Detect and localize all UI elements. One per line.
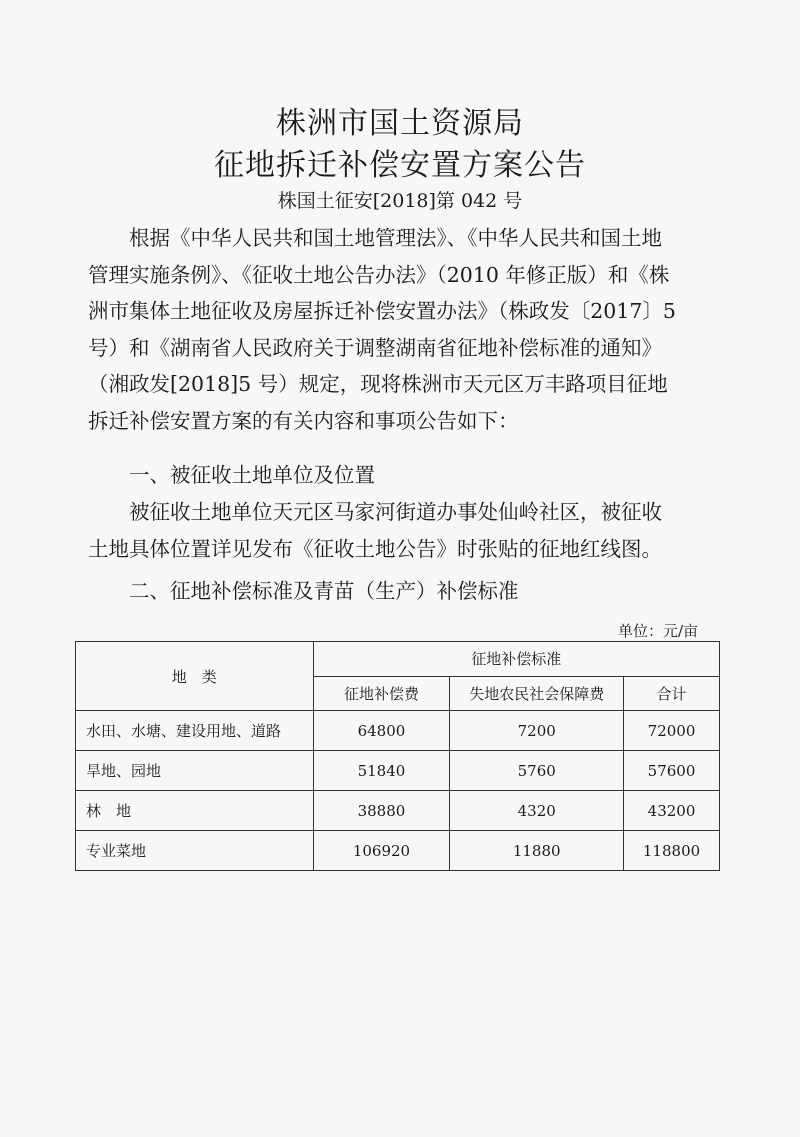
header-fee: 征地补偿费 — [313, 676, 450, 711]
table-row — [76, 791, 720, 831]
cell-land: 水田、水塘、建设用地、道路 — [76, 711, 314, 751]
section1-line: 土地具体位置详见发布《征收土地公告》时张贴的征地红线图。 — [88, 536, 662, 561]
cell-total: 72000 — [624, 711, 720, 751]
section1-paragraph — [88, 494, 718, 567]
header-land-type: 地 类 — [76, 642, 314, 711]
cell-fee: 106920 — [313, 831, 450, 871]
cell-total: 43200 — [624, 791, 720, 831]
compensation-table — [75, 641, 720, 871]
page-title: 株洲市国土资源局 — [276, 106, 524, 141]
intro-line: （湘政发[2018]5 号）规定，现将株洲市天元区万丰路项目征地 — [88, 372, 668, 396]
section2-heading: 二、征地补偿标准及青苗（生产）补偿标准 — [129, 579, 519, 603]
intro-line: 拆迁补偿安置方案的有关内容和事项公告如下： — [88, 408, 519, 433]
cell-social: 4320 — [450, 791, 624, 831]
cell-fee: 38880 — [313, 791, 450, 831]
section1-heading: 一、被征收土地单位及位置 — [129, 463, 375, 487]
cell-fee: 51840 — [313, 751, 450, 791]
cell-social: 11880 — [450, 831, 624, 871]
table-unit-label: 单位：元/亩 — [618, 622, 699, 640]
cell-fee: 64800 — [313, 711, 450, 751]
cell-social: 5760 — [450, 751, 624, 791]
table-header-row — [76, 642, 720, 677]
cell-total: 118800 — [624, 831, 720, 871]
intro-line: 号）和《湖南省人民政府关于调整湖南省征地补偿标准的通知》 — [88, 335, 662, 360]
section1-line: 被征收土地单位天元区马家河街道办事处仙岭社区，被征收 — [129, 500, 662, 524]
cell-land: 专业菜地 — [76, 831, 314, 871]
header-social-security: 失地农民社会保障费 — [450, 676, 624, 711]
table-row — [76, 711, 720, 751]
intro-paragraph — [88, 220, 718, 439]
table-row — [76, 831, 720, 871]
intro-line: 洲市集体土地征收及房屋拆迁补偿安置办法》（株政发〔2017〕5 — [88, 299, 676, 323]
intro-line: 根据《中华人民共和国土地管理法》、《中华人民共和国土地 — [129, 226, 662, 250]
document-number: 株国土征安[2018]第 042 号 — [277, 190, 523, 212]
cell-land: 林 地 — [76, 791, 314, 831]
intro-line: 管理实施条例》、《征收土地公告办法》（2010 年修正版）和《株 — [88, 262, 670, 287]
header-total: 合计 — [624, 676, 720, 711]
cell-land: 旱地、园地 — [76, 751, 314, 791]
cell-total: 57600 — [624, 751, 720, 791]
header-compensation-standard: 征地补偿标准 — [313, 642, 719, 677]
cell-social: 7200 — [450, 711, 624, 751]
page-subtitle: 征地拆迁补偿安置方案公告 — [214, 148, 586, 183]
table-row — [76, 751, 720, 791]
